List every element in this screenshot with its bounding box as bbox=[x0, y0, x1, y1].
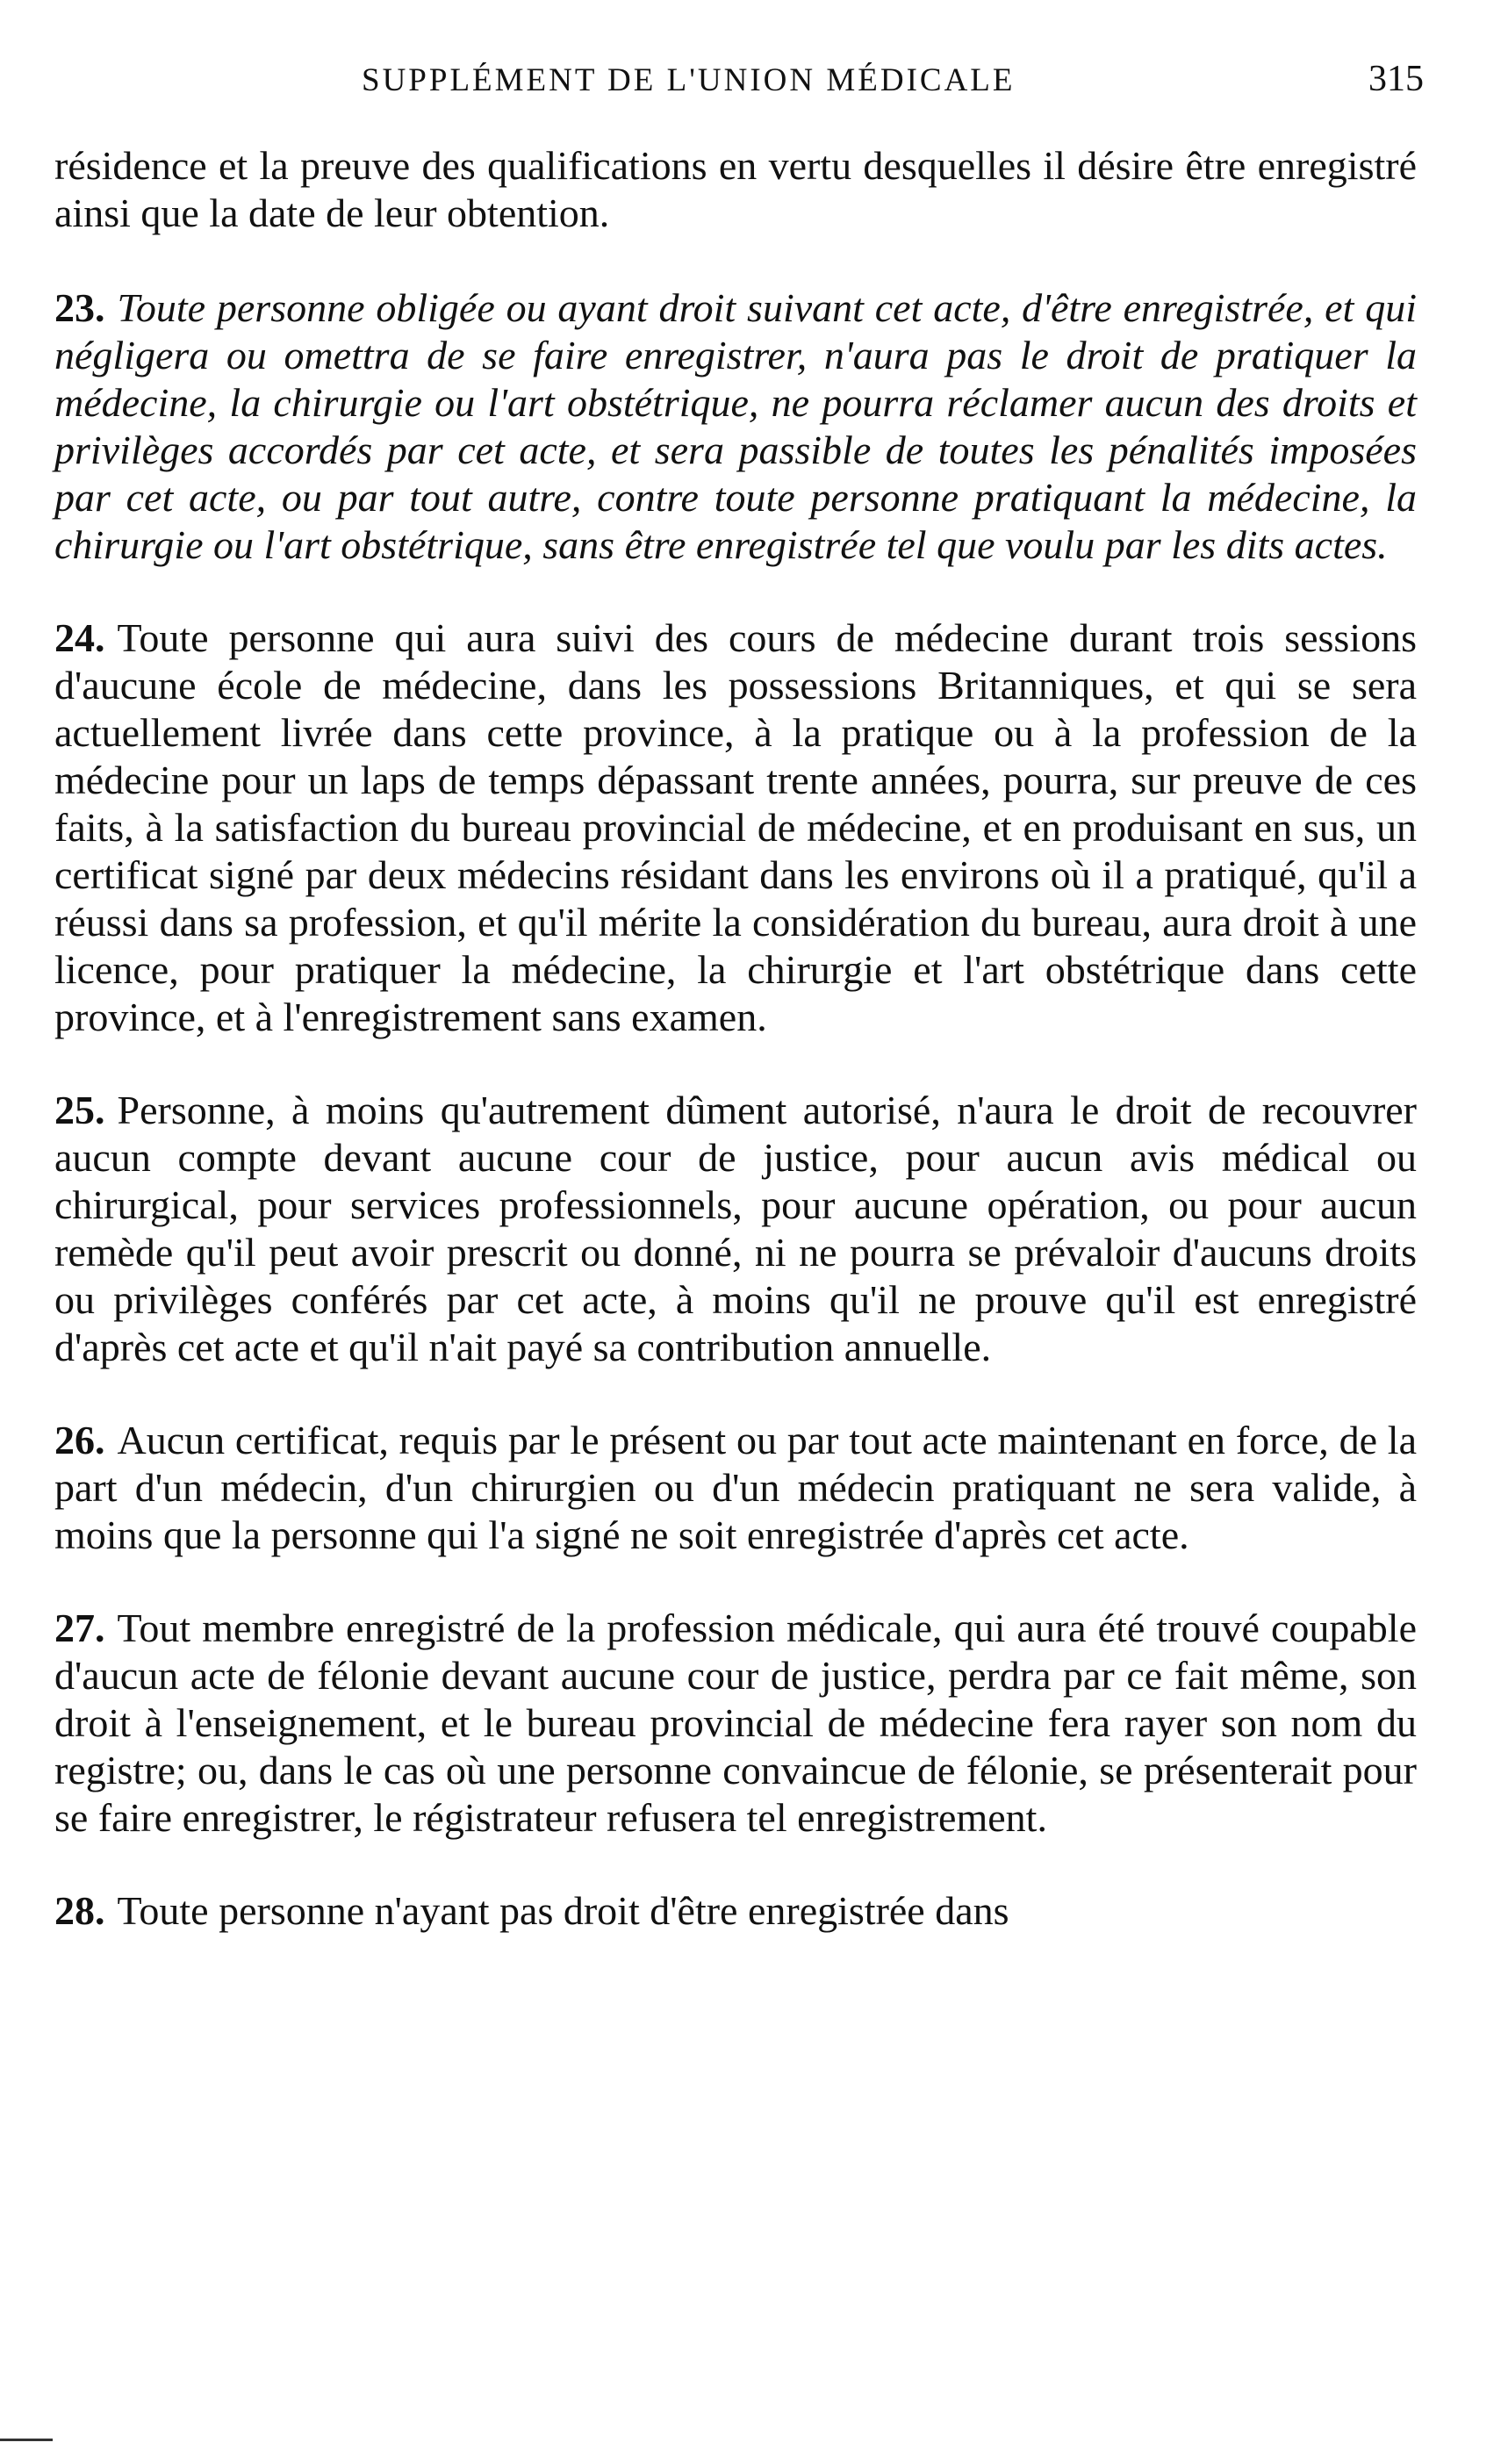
article-number: 28. bbox=[54, 1888, 105, 1933]
article-text: Toute personne obligée ou ayant droit suivant cet acte, d'être enregistrée, et qui négligera ou omettra de se faire enregistrer, n'aura pas le droit de pratiquer la médecine, la chirurgie ou l'art obstétrique, ne pourra réclamer aucun des droits et privilèges accordés par cet acte, et sera passible de toutes les pénalités imposées par cet acte, ou par tout autre, contre toute personne pratiquant la médecine, la chirurgie ou l'art obstétrique, sans être enregistrée tel que voulu par les dits actes. bbox=[54, 285, 1417, 567]
continuation-paragraph: résidence et la preuve des qualifications en vertu desquelles il désire être enregistré ainsi que la date de leur obtention. bbox=[54, 143, 1417, 235]
running-head: SUPPLÉMENT DE L'UNION MÉDICALE bbox=[362, 62, 1016, 98]
article-25 bbox=[54, 1087, 1417, 1371]
article-number: 26. bbox=[54, 1418, 105, 1462]
page bbox=[54, 54, 1424, 1935]
article-number: 27. bbox=[54, 1606, 105, 1650]
article-text: Aucun certificat, requis par le présent ou par tout acte maintenant en force, de la part d'un médecin, d'un chirurgien ou d'un médecin pratiquant ne sera valide, à moins que la personne qui l'a signé ne soit enregistrée d'après cet acte. bbox=[54, 1418, 1417, 1557]
article-text: Personne, à moins qu'autrement dûment autorisé, n'aura le droit de recouvrer aucun compte devant aucune cour de justice, pour aucun avis médical ou chirurgical, pour services professionnels, pour aucune opération, ou pour aucun remède qu'il peut avoir prescrit ou donné, ni ne pourra se prévaloir d'aucuns droits ou privilèges conférés par cet acte, à moins qu'il ne prouve qu'il est enregistré d'après cet acte et qu'il n'ait payé sa contribution annuelle. bbox=[54, 1088, 1417, 1369]
article-text: Toute personne qui aura suivi des cours de médecine durant trois sessions d'aucune école de médecine, dans les possessions Britanniques, et qui se sera actuellement livrée dans cette province, à la pratique ou à la profession de la médecine pour un laps de temps dépassant trente années, pourra, sur preuve de ces faits, à la satisfaction du bureau provincial de médecine, et en produisant en sus, un certificat signé par deux médecins résidant dans les environs où il a pratiqué, qu'il a réussi dans sa profession, et qu'il mérite la considération du bureau, aura droit à une licence, pour pratiquer la médecine, la chirurgie et l'art obstétrique dans cette province, et à l'enregistrement sans examen. bbox=[54, 615, 1417, 1039]
article-26 bbox=[54, 1417, 1417, 1559]
article-text: Tout membre enregistré de la profession médicale, qui aura été trouvé coupable d'aucun acte de félonie devant aucune cour de justice, perdra par ce fait même, son droit à l'enseignement, et le bureau provincial de médecine fera rayer son nom du registre; ou, dans le cas où une personne convaincue de félonie, se présenterait pour se faire enregistrer, le régistrateur refusera tel enregistrement. bbox=[54, 1606, 1417, 1840]
page-header bbox=[54, 54, 1424, 107]
article-27 bbox=[54, 1605, 1417, 1842]
article-24 bbox=[54, 614, 1417, 1041]
article-23 bbox=[54, 284, 1417, 569]
page-number: 315 bbox=[1368, 59, 1424, 99]
article-28 bbox=[54, 1887, 1417, 1935]
footer-rule bbox=[0, 2439, 53, 2441]
article-number: 23. bbox=[54, 285, 105, 330]
article-text: Toute personne n'ayant pas droit d'être enregistrée dans bbox=[117, 1888, 1009, 1933]
article-number: 25. bbox=[54, 1088, 105, 1132]
article-number: 24. bbox=[54, 615, 105, 660]
